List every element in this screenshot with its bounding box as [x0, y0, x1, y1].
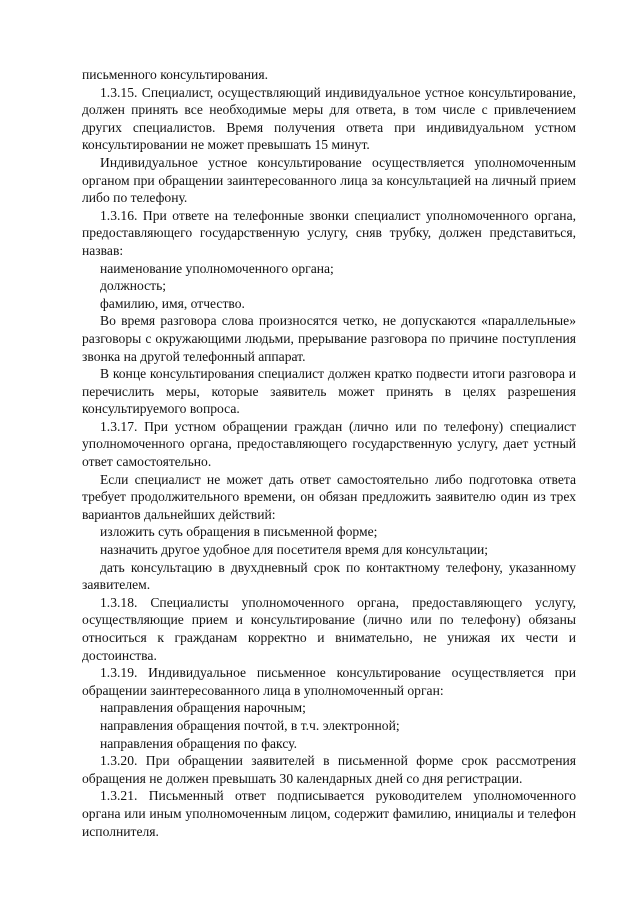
- list-item-post: направления обращения почтой, в т.ч. электронной;: [100, 717, 400, 733]
- paragraph-summary: В конце консультирования специалист должен кратко подвести итоги разговора и перечислить меры, которые заявитель может принять в целях разрешения консультируемого вопроса.: [82, 366, 576, 417]
- list-item-courier: направления обращения нарочным;: [100, 700, 306, 716]
- paragraph-conversation: Во время разговора слова произносятся четко, не допускаются «параллельные» разговоры с окружающими людьми, прерывание разговора по причине поступления звонка на другой телефонный аппарат.: [82, 313, 576, 364]
- paragraph-1-3-16: 1.3.16. При ответе на телефонные звонки специалист уполномоченного органа, предоставляющего государственную услугу, сняв трубку, должен представиться, назвав:: [82, 207, 576, 258]
- paragraph-alternatives: Если специалист не может дать ответ самостоятельно либо подготовка ответа требует продолжительного времени, он обязан предложить заявителю один из трех вариантов дальнейших действий:: [82, 471, 576, 522]
- list-item-other-time: назначить другое удобное для посетителя время для консультации;: [100, 542, 489, 558]
- list-item-organ-name: наименование уполномоченного органа;: [100, 260, 334, 276]
- paragraph-continuation: письменного консультирования.: [82, 67, 268, 82]
- paragraph-1-3-18: 1.3.18. Специалисты уполномоченного органа, предоставляющего услугу, осуществляющие прием и консультирование (лично или по телефону) обязаны относиться к гражданам корректно и внимательно, не унижая их чести и достоинства.: [82, 594, 576, 663]
- list-item-written-form: изложить суть обращения в письменной форме;: [100, 524, 378, 540]
- paragraph-1-3-19: 1.3.19. Индивидуальное письменное консультирование осуществляется при обращении заинтересованного лица в уполномоченный орган:: [82, 665, 576, 698]
- document-page: [82, 66, 576, 840]
- paragraph-1-3-15: 1.3.15. Специалист, осуществляющий индивидуальное устное консультирование, должен принять все необходимые меры для ответа, в том числе с привлечением других специалистов. Время получения ответа при индивидуальном устном консультировании не может превышать 15 минут.: [82, 84, 576, 153]
- paragraph-1-3-21: 1.3.21. Письменный ответ подписывается руководителем уполномоченного органа или иным уполномоченным лицом, содержит фамилию, инициалы и телефон исполнителя.: [82, 788, 576, 839]
- paragraph-1-3-20: 1.3.20. При обращении заявителей в письменной форме срок рассмотрения обращения не должен превышать 30 календарных дней со дня регистрации.: [82, 753, 576, 786]
- paragraph-individual-oral: Индивидуальное устное консультирование осуществляется уполномоченным органом при обращении заинтересованного лица за консультацией на личный прием либо по телефону.: [82, 154, 576, 206]
- list-item-position: должность;: [100, 278, 167, 294]
- list-item-full-name: фамилию, имя, отчество.: [100, 295, 245, 311]
- list-item-fax: направления обращения по факсу.: [100, 735, 298, 751]
- paragraph-1-3-17: 1.3.17. При устном обращении граждан (лично или по телефону) специалист уполномоченного органа, предоставляющего государственную услугу, дает устный ответ самостоятельно.: [82, 418, 576, 470]
- list-item-two-day: дать консультацию в двухдневный срок по контактному телефону, указанному заявителем.: [82, 559, 576, 593]
